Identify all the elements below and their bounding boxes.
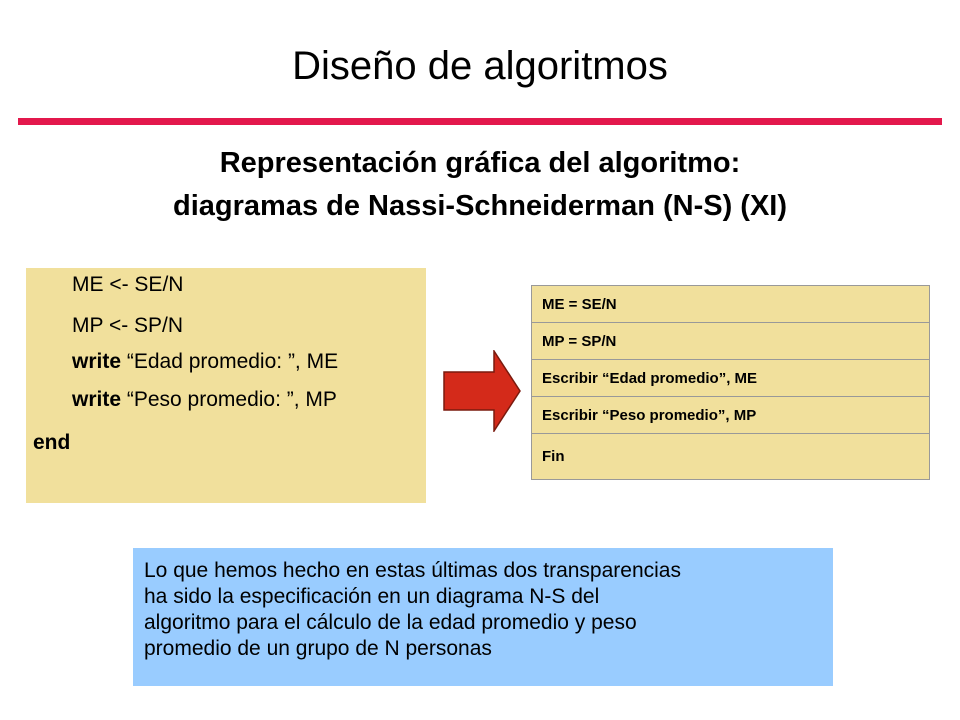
ns-row: MP = SP/N bbox=[532, 323, 929, 360]
pseudocode-text: “Edad promedio: ”, ME bbox=[121, 350, 339, 373]
slide-title: Diseño de algoritmos bbox=[292, 44, 668, 88]
pseudocode-text: “Peso promedio: ”, MP bbox=[121, 388, 337, 411]
nassi-schneiderman-diagram bbox=[531, 285, 930, 480]
note-line-4: promedio de un grupo de N personas bbox=[144, 637, 492, 660]
ns-row: Escribir “Peso promedio”, MP bbox=[532, 397, 929, 434]
pseudocode-line-5 bbox=[33, 431, 70, 455]
pseudocode-keyword: write bbox=[72, 388, 122, 411]
note-box bbox=[133, 548, 833, 686]
slide-subtitle bbox=[0, 142, 960, 228]
pseudocode-line-1 bbox=[72, 273, 183, 297]
pseudocode-text: ME <- SE/N bbox=[72, 273, 184, 296]
subtitle-line-2: diagramas de Nassi-Schneiderman (N-S) (XI) bbox=[173, 190, 787, 222]
ns-row: ME = SE/N bbox=[532, 286, 929, 323]
note-line-3: algoritmo para el cálculo de la edad promedio y peso bbox=[144, 611, 637, 634]
pseudocode-box bbox=[26, 268, 426, 503]
title-divider bbox=[18, 118, 942, 125]
pseudocode-keyword: write bbox=[72, 350, 122, 373]
pseudocode-line-4 bbox=[72, 388, 337, 412]
note-line-1: Lo que hemos hecho en estas últimas dos transparencias bbox=[144, 559, 681, 582]
pseudocode-text: MP <- SP/N bbox=[72, 314, 184, 337]
pseudocode-keyword: end bbox=[33, 431, 71, 454]
note-line-2: ha sido la especificación en un diagrama N-S del bbox=[144, 585, 600, 608]
ns-row: Escribir “Edad promedio”, ME bbox=[532, 360, 929, 397]
subtitle-line-1: Representación gráfica del algoritmo: bbox=[219, 147, 741, 179]
right-arrow-icon bbox=[443, 350, 523, 432]
ns-row: Fin bbox=[542, 448, 565, 465]
pseudocode-line-2 bbox=[72, 314, 183, 338]
pseudocode-line-3 bbox=[72, 350, 338, 374]
